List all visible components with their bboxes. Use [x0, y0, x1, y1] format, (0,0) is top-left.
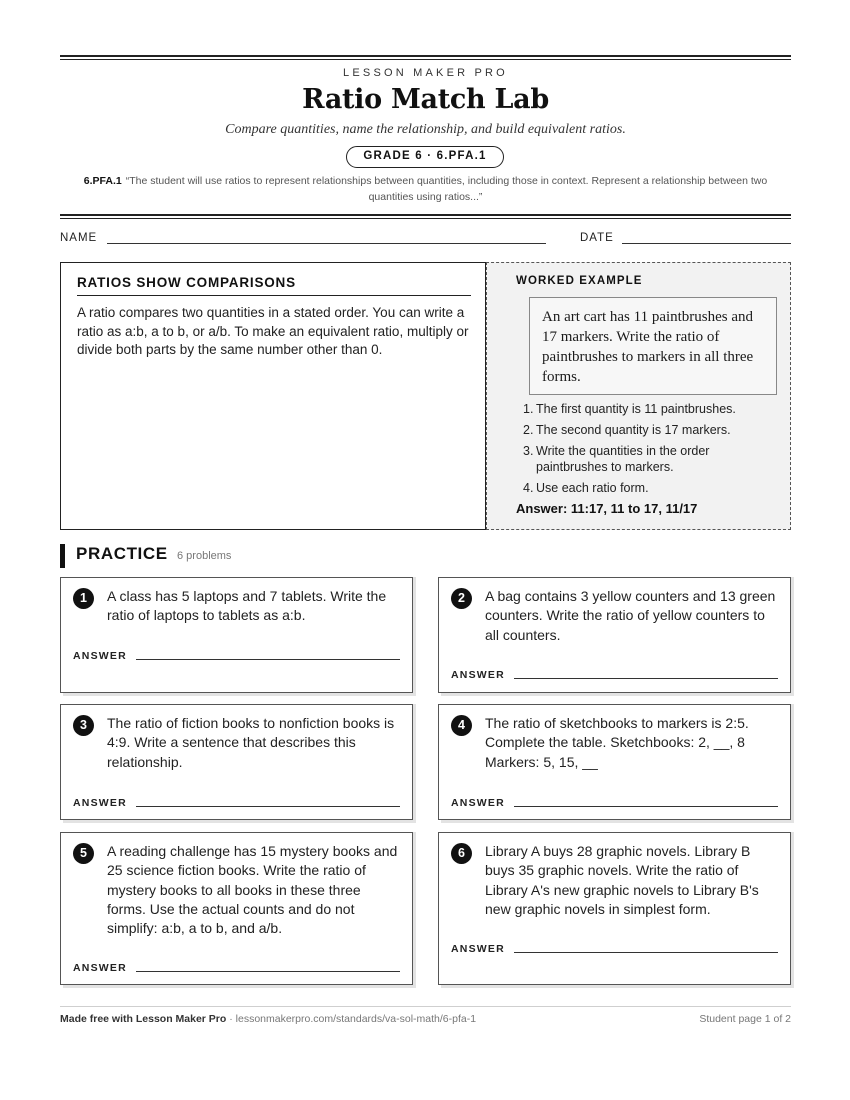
problem-card-4	[438, 704, 791, 820]
name-field[interactable]	[107, 243, 546, 244]
grade-badge: GRADE 6 · 6.PFA.1	[346, 146, 504, 168]
worked-example-steps	[523, 401, 783, 501]
step-text: The first quantity is 11 paintbrushes.	[536, 402, 736, 416]
concept-box	[60, 262, 486, 530]
worked-step	[523, 443, 783, 475]
answer-label: ANSWER	[451, 669, 505, 681]
worked-step	[523, 480, 783, 496]
problem-text: A class has 5 laptops and 7 tablets. Write the ratio of laptops to tablets as a:b.	[107, 588, 387, 624]
answer-line[interactable]	[514, 952, 778, 953]
brand-name: LESSON MAKER PRO	[343, 67, 508, 79]
standard-statement	[60, 173, 791, 205]
answer-line[interactable]	[514, 678, 778, 679]
problem-card-3	[60, 704, 413, 820]
problem-text: Library A buys 28 graphic novels. Library B buys 35 graphic novels. Write the ratio of Library A's new graphic novels to Library B's new graphic novels in simplest form.	[485, 843, 759, 917]
problem-number-badge: 3	[73, 715, 94, 736]
answer-label: ANSWER	[451, 797, 505, 809]
answer-label: ANSWER	[73, 797, 127, 809]
date-label: DATE	[580, 232, 614, 244]
standard-code: 6.PFA.1	[83, 175, 122, 187]
footer-divider	[60, 1006, 791, 1007]
worked-step	[523, 401, 783, 417]
answer-line[interactable]	[136, 971, 400, 972]
page-subtitle: Compare quantities, name the relationship, and build equivalent ratios.	[225, 122, 626, 137]
worked-step	[523, 422, 783, 438]
answer-label: ANSWER	[451, 943, 505, 955]
concept-body: A ratio compares two quantities in a stated order. You can write a ratio as a:b, a to b, or a/b. To make an equivalent ratio, multiply or divide both parts by the same number other than 0.	[77, 305, 469, 357]
header-double-rule	[60, 214, 791, 219]
practice-heading: PRACTICE	[76, 544, 168, 563]
step-text: The second quantity is 17 markers.	[536, 423, 731, 437]
step-number: 2.	[523, 423, 534, 437]
answer-label: ANSWER	[73, 650, 127, 662]
step-text: Use each ratio form.	[536, 481, 649, 495]
worked-example-problem: An art cart has 11 paintbrushes and 17 markers. Write the ratio of paintbrushes to markers in all three forms.	[529, 297, 777, 395]
problem-number-badge: 5	[73, 843, 94, 864]
step-text: Write the quantities in the order paintbrushes to markers.	[536, 444, 710, 474]
date-field[interactable]	[622, 243, 791, 244]
top-double-rule	[60, 55, 791, 60]
problem-number-badge: 4	[451, 715, 472, 736]
footer-made-with: Made free with Lesson Maker Pro	[60, 1013, 227, 1025]
step-number: 3.	[523, 444, 534, 458]
worked-example-heading: WORKED EXAMPLE	[516, 275, 643, 287]
problem-text: A reading challenge has 15 mystery books and 25 science fiction books. Write the ratio of mystery books to all books in these three forms. Use the actual counts and do not simplify: a:b, a to b, and a/b.	[107, 843, 398, 937]
footer-page-number: Student page 1 of 2	[699, 1013, 791, 1025]
page-title: Ratio Match Lab	[302, 84, 549, 115]
worksheet-page	[60, 0, 791, 1100]
problem-number-badge: 1	[73, 588, 94, 609]
concept-heading: RATIOS SHOW COMPARISONS	[77, 275, 471, 296]
footer-credit	[60, 1013, 476, 1025]
practice-accent-bar	[60, 544, 65, 568]
answer-label: ANSWER	[73, 962, 127, 974]
problem-text: The ratio of sketchbooks to markers is 2:5. Complete the table. Sketchbooks: 2, __, 8 Markers: 5, 15, __	[485, 715, 749, 770]
step-number: 4.	[523, 481, 534, 495]
problem-number-badge: 2	[451, 588, 472, 609]
worked-example-box	[486, 262, 791, 530]
problem-card-6	[438, 832, 791, 985]
name-label: NAME	[60, 232, 98, 244]
problem-text: A bag contains 3 yellow counters and 13 green counters. Write the ratio of yellow counters to all counters.	[485, 588, 776, 643]
problem-card-2	[438, 577, 791, 693]
problem-card-1	[60, 577, 413, 693]
step-number: 1.	[523, 402, 534, 416]
answer-line[interactable]	[136, 806, 400, 807]
problem-text: The ratio of fiction books to nonfiction books is 4:9. Write a sentence that describes this relationship.	[107, 715, 395, 770]
answer-line[interactable]	[136, 659, 400, 660]
answer-line[interactable]	[514, 806, 778, 807]
practice-count: 6 problems	[177, 550, 232, 562]
standard-text: “The student will use ratios to represent relationships between quantities, including those in context. Represent a relationship between two quantities using ratios...”	[125, 175, 768, 203]
footer-url[interactable]: · lessonmakerpro.com/standards/va-sol-math/6-pfa-1	[226, 1013, 477, 1025]
worked-example-answer: Answer: 11:17, 11 to 17, 11/17	[516, 501, 698, 516]
problem-number-badge: 6	[451, 843, 472, 864]
problem-card-5	[60, 832, 413, 985]
